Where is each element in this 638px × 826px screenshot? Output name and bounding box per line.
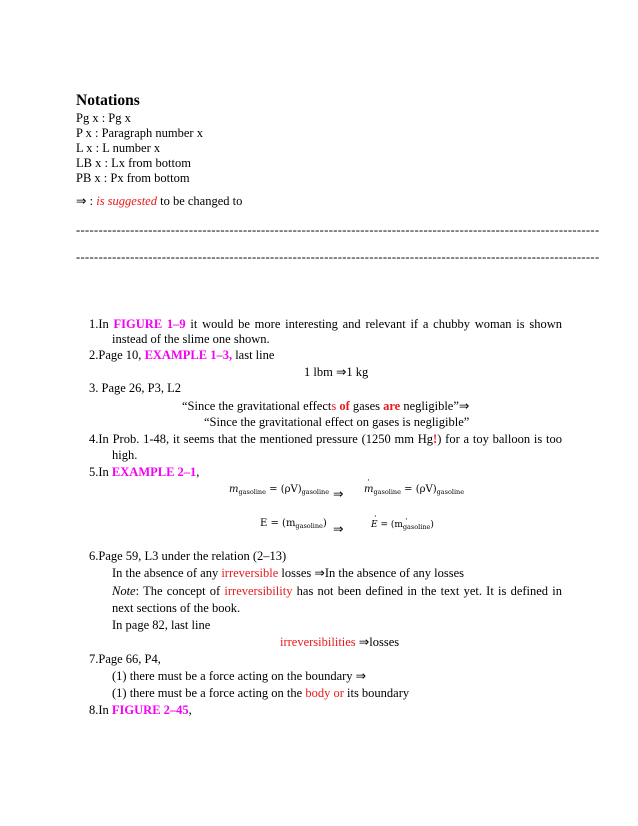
item-8-head: 8.In FIGURE 2–45, xyxy=(89,703,192,717)
item-6-head: 6.Page 59, L3 under the relation (2–13) xyxy=(89,549,287,563)
notation-line-4: LB x : Lx from bottom xyxy=(76,156,191,170)
item-4-line-2: high. xyxy=(112,448,138,462)
item-6-line-3: In page 82, last line xyxy=(112,618,211,632)
item-2-change: 1 lbm ⇒1 kg xyxy=(304,365,369,379)
notation-line-3: L x : L number x xyxy=(76,141,161,155)
item-7-head: 7.Page 66, P4, xyxy=(89,652,161,666)
item-5-head: 5.In EXAMPLE 2–1, xyxy=(89,465,200,479)
item-6-note: Note: The concept of irreversibility has not been defined in the text yet. It is defined in xyxy=(112,584,562,598)
example-ref: EXAMPLE 2–1 xyxy=(111,465,197,479)
item-3-head: 3. Page 26, P3, L2 xyxy=(89,381,182,395)
arrow-icon: ⇒ xyxy=(76,194,87,208)
equation-1-suggested: ˙ $m_{gasoline} = (\rho V)_{gasoline}$ xyxy=(364,482,464,500)
equation-1-original: $m_{gasoline} = (\rho V)_{gasoline}$ xyxy=(229,484,330,496)
item-6-note-line-2: next sections of the book. xyxy=(112,601,241,615)
item-3-quote-1: “Since the gravitational effects of gases are negligible”⇒ xyxy=(182,399,470,413)
equation-2-original: $E = (m_{gasoline})$ xyxy=(260,518,327,530)
figure-ref: FIGURE 2–45 xyxy=(111,703,189,717)
item-4-line-1: 4.In Prob. 1-48, it seems that the mentioned pressure (1250 mm Hg!) for a toy balloon is too xyxy=(89,432,562,446)
notations-title: Notations xyxy=(76,92,140,109)
legend-highlight: is suggested xyxy=(96,194,157,208)
example-ref: EXAMPLE 1–3, xyxy=(144,348,233,362)
equation-2-suggested: ˙ E = (m˙ $_{gasoline}$) xyxy=(371,518,434,535)
notation-line-5: PB x : Px from bottom xyxy=(76,171,190,185)
notation-line-2: P x : Paragraph number x xyxy=(76,126,203,140)
figure-ref: FIGURE 1–9 xyxy=(113,317,186,331)
item-1-line-1: 1.In FIGURE 1–9 it would be more interesting and relevant if a chubby woman is shown xyxy=(89,317,562,331)
separator-1: -------------------------------------------------------------------------------------------------------------------- xyxy=(76,223,600,237)
item-7-line-1: (1) there must be a force acting on the boundary ⇒ xyxy=(112,669,367,683)
item-1-line-2: instead of the slime one shown. xyxy=(112,332,270,346)
arrow-icon: ⇒ xyxy=(333,487,344,501)
item-6-line-1: In the absence of any irreversible losses ⇒In the absence of any losses xyxy=(112,566,465,580)
separator-2: -------------------------------------------------------------------------------------------------------------------- xyxy=(76,250,600,264)
item-2-head: 2.Page 10, EXAMPLE 1–3, last line xyxy=(89,348,275,362)
notation-line-1: Pg x : Pg x xyxy=(76,111,131,125)
arrow-icon: ⇒ xyxy=(333,522,344,536)
item-6-line-4: irreversibilities ⇒losses xyxy=(280,635,400,649)
item-7-line-2: (1) there must be a force acting on the body or its boundary xyxy=(112,686,410,700)
item-3-quote-2: “Since the gravitational effect on gases is negligible” xyxy=(204,415,470,429)
notation-legend: ⇒ : is suggested to be changed to xyxy=(76,194,243,208)
